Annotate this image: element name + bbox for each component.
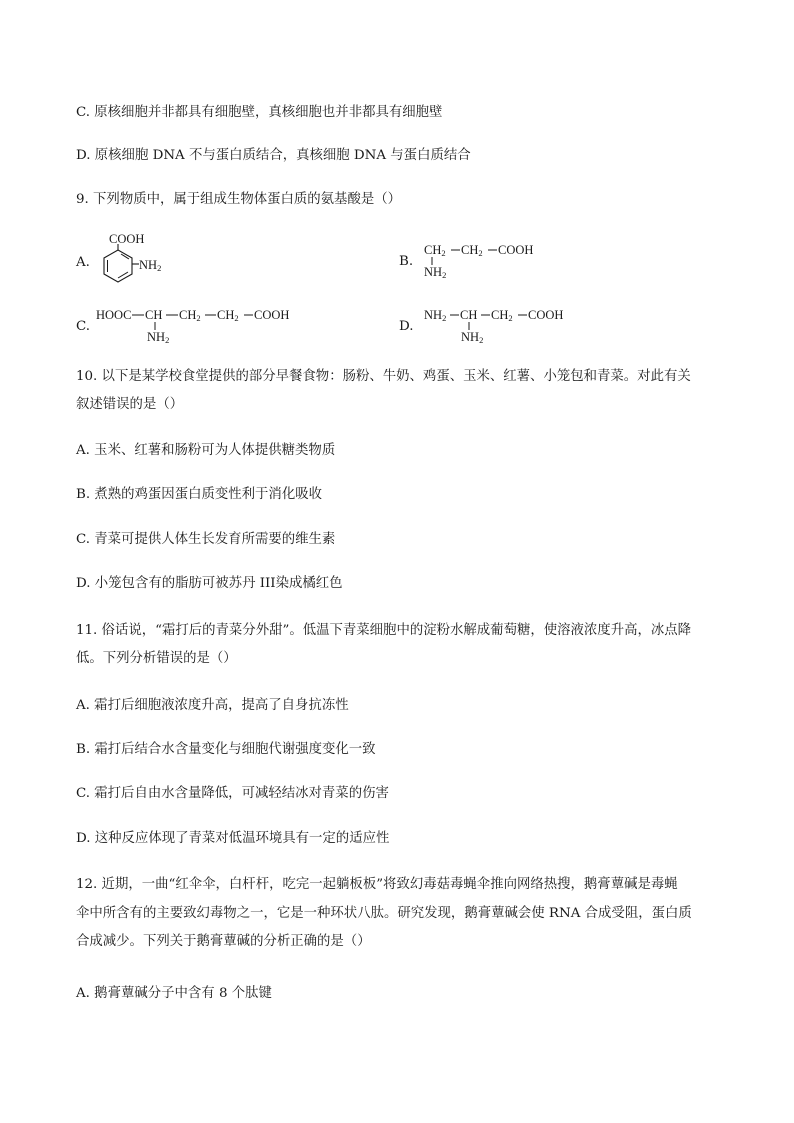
q9-option-d-nh2: $NH_2$ — [424, 308, 447, 323]
q8-option-d: D. 原核细胞 DNA 不与蛋白质结合，真核细胞 DNA 与蛋白质结合 — [76, 148, 471, 163]
q10-option-d: D. 小笼包含有的脂肪可被苏丹 III染成橘红色 — [76, 576, 343, 591]
q12-stem-line2: 伞中所含有的主要致幻毒物之一，它是一种环状八肽。研究发现，鹅膏蕈碱会使 RNA 合成受阻，蛋白质 — [76, 906, 692, 921]
q8-option-c: C. 原核细胞并非都具有细胞壁，真核细胞也并非都具有细胞壁 — [76, 105, 443, 120]
q9-option-c-ch2-second: $CH_2$ — [217, 308, 239, 323]
q12-stem-line1: 12. 近期，一曲“红伞伞，白杆杆，吃完一起躺板板”将致幻毒菇毒蝇伞推向网络热搜，鹅膏蕈碱是毒蝇 — [76, 877, 678, 892]
q9-option-a-letter: A. — [76, 255, 90, 270]
q9-option-b-nh2: $NH_2$ — [424, 265, 447, 280]
q11-stem-line1: 11. 俗话说，“霜打后的青菜分外甜”。低温下青菜细胞中的淀粉水解成葡萄糖，使溶液浓度升高，冰点降 — [76, 623, 692, 638]
q12-option-a: A. 鹅膏蕈碱分子中含有 8 个肽键 — [76, 986, 272, 1001]
q10-option-a: A. 玉米、红薯和肠粉可为人体提供糖类物质 — [76, 443, 336, 458]
q11-option-b: B. 霜打后结合水含量变化与细胞代谢强度变化一致 — [76, 742, 376, 757]
q9-option-d-cooh: COOH — [528, 308, 564, 322]
q9-option-a-nh2: $NH_2$ — [139, 258, 162, 273]
q10-option-b: B. 煮熟的鸡蛋因蛋白质变性利于消化吸收 — [76, 487, 322, 502]
q10-option-c: C. 青菜可提供人体生长发育所需要的维生素 — [76, 532, 336, 547]
q9-option-b-letter: B. — [399, 254, 414, 269]
q9-option-c-cooh: COOH — [254, 308, 290, 322]
q9-option-c-hooc: HOOC — [96, 308, 132, 322]
q11-stem-line2: 低。下列分析错误的是（） — [76, 651, 237, 666]
q9-option-c-ch2-first: $CH_2$ — [179, 308, 201, 323]
q9-option-d-ch: CH — [460, 308, 478, 322]
q9-stem: 9. 下列物质中，属于组成生物体蛋白质的氨基酸是（） — [76, 192, 402, 207]
q9-option-d-letter: D. — [399, 319, 414, 334]
q9-option-c-nh2: $NH_2$ — [147, 330, 170, 345]
q11-option-d: D. 这种反应体现了青菜对低温环境具有一定的适应性 — [76, 831, 390, 846]
q9-option-c-letter: C. — [76, 319, 91, 334]
q11-option-a: A. 霜打后细胞液浓度升高，提高了自身抗冻性 — [76, 698, 349, 713]
q10-stem-line1: 10. 以下是某学校食堂提供的部分早餐食物：肠粉、牛奶、鸡蛋、玉米、红薯、小笼包和青菜。对此有关 — [76, 369, 691, 384]
q9-option-d-nh2-bottom: $NH_2$ — [461, 330, 484, 345]
q9-option-d-ch2: $CH_2$ — [491, 308, 513, 323]
q9-option-b-ch2-first: $CH_2$ — [424, 243, 446, 258]
q10-stem-line2: 叙述错误的是（） — [76, 397, 184, 412]
q9-option-c-ch: CH — [145, 308, 163, 322]
q9-option-b-ch2-second: $CH_2$ — [461, 243, 483, 258]
q9-option-b-cooh: COOH — [498, 243, 534, 257]
q12-stem-line3: 合成减少。下列关于鹅膏蕈碱的分析正确的是（） — [76, 934, 371, 949]
q11-option-c: C. 霜打后自由水含量降低，可减轻结冰对青菜的伤害 — [76, 786, 389, 801]
q9-option-a-cooh: COOH — [109, 232, 145, 246]
